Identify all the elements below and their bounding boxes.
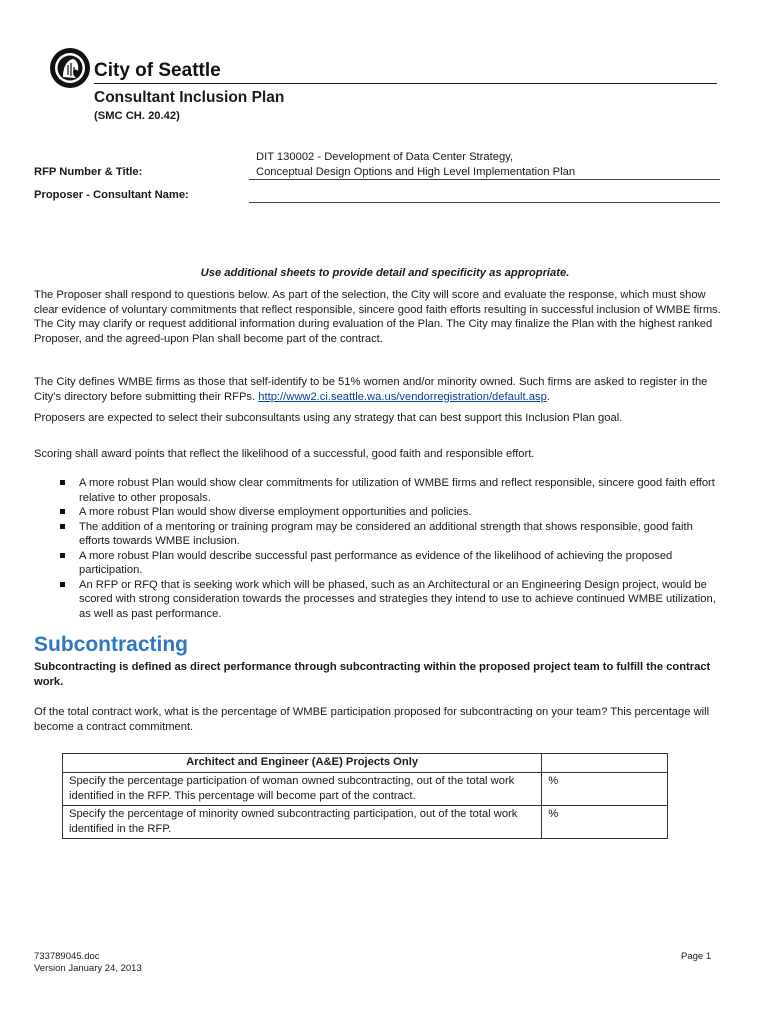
doc-filename: 733789045.doc bbox=[34, 951, 100, 962]
wmbe-definition-end: . bbox=[546, 390, 550, 403]
minority-owned-question: Specify the percentage of minority owned subcontracting participation, out of the total work identified in the RFP. bbox=[63, 806, 542, 839]
rfp-value[interactable] bbox=[256, 150, 696, 179]
table-header-empty-cell bbox=[542, 754, 668, 773]
instruction-text: Use additional sheets to provide detail and specificity as appropriate. bbox=[200, 267, 570, 279]
ae-projects-table bbox=[62, 753, 668, 839]
smc-reference: (SMC CH. 20.42) bbox=[94, 110, 180, 122]
wmbe-definition-paragraph bbox=[34, 375, 724, 404]
bullet-square-icon bbox=[60, 524, 65, 529]
footer-left bbox=[34, 951, 142, 975]
proposer-label: Proposer - Consultant Name: bbox=[34, 189, 189, 201]
title-divider bbox=[94, 83, 717, 84]
scoring-paragraph: Scoring shall award points that reflect the likelihood of a successful, good faith and responsible effort. bbox=[34, 448, 535, 460]
list-item: A more robust Plan would show clear commitments for utilization of WMBE firms and reflect responsible, sincere good faith effort relative to other proposals. bbox=[60, 476, 720, 505]
city-title: City of Seattle bbox=[94, 60, 221, 81]
woman-owned-percent-field[interactable]: % bbox=[542, 773, 668, 806]
plan-title: Consultant Inclusion Plan bbox=[94, 89, 285, 106]
list-item: An RFP or RFQ that is seeking work which will be phased, such as an Architectural or an Engineering Design project, would be scored with strong consideration towards the processes and strategies they intend to use to achieve continued WMBE utilization, as well as past performance. bbox=[60, 578, 720, 622]
table-row bbox=[63, 773, 668, 806]
intro-paragraph: The Proposer shall respond to questions below. As part of the selection, the City will score and evaluate the response, which must show clear evidence of voluntary commitments that reflect responsible, sincere good faith efforts resulting in successful inclusion of WMBE firms. The City may clarify or request additional information during evaluation of the Plan. The City may finalize the Plan with the highest ranked Proposer, and the agreed-upon Plan shall become part of the contract. bbox=[34, 289, 721, 345]
table-header: Architect and Engineer (A&E) Projects Only bbox=[63, 754, 542, 773]
subconsultant-paragraph: Proposers are expected to select their subconsultants using any strategy that can best support this Inclusion Plan goal. bbox=[34, 412, 623, 424]
proposer-name-field[interactable] bbox=[249, 202, 720, 203]
table-row bbox=[63, 806, 668, 839]
list-item: A more robust Plan would show diverse employment opportunities and policies. bbox=[60, 505, 720, 520]
rfp-value-line-1: DIT 130002 - Development of Data Center Strategy, bbox=[256, 151, 514, 163]
table-header-row bbox=[63, 754, 668, 773]
subcontracting-heading: Subcontracting bbox=[34, 633, 189, 656]
rfp-field-line bbox=[249, 179, 720, 180]
list-item: The addition of a mentoring or training program may be considered an additional strength that shows responsible, good faith efforts towards WMBE inclusion. bbox=[60, 520, 720, 549]
doc-version: Version January 24, 2013 bbox=[34, 963, 142, 974]
subcontracting-question: Of the total contract work, what is the percentage of WMBE participation proposed for subcontracting on your team? This percentage will become a contract commitment. bbox=[34, 706, 710, 733]
page-number: Page 1 bbox=[681, 951, 712, 962]
city-seal-logo bbox=[49, 47, 91, 89]
scoring-bullet-list bbox=[60, 476, 720, 621]
woman-owned-question: Specify the percentage participation of woman owned subcontracting, out of the total work identified in the RFP. This percentage will become part of the contract. bbox=[63, 773, 542, 806]
rfp-label: RFP Number & Title: bbox=[34, 166, 143, 178]
rfp-value-line-2: Conceptual Design Options and High Level Implementation Plan bbox=[256, 165, 576, 178]
vendor-registration-link[interactable]: http://www2.ci.seattle.wa.us/vendorregistration/default.asp bbox=[258, 390, 547, 403]
list-item: A more robust Plan would describe successful past performance as evidence of the likelihood of achieving the proposed participation. bbox=[60, 549, 720, 578]
bullet-square-icon bbox=[60, 582, 65, 587]
subcontracting-definition: Subcontracting is defined as direct performance through subcontracting within the proposed project team to fulfill the contract work. bbox=[34, 661, 711, 688]
bullet-square-icon bbox=[60, 553, 65, 558]
minority-owned-percent-field[interactable]: % bbox=[542, 806, 668, 839]
wmbe-definition-text: The City defines WMBE firms as those that self-identify to be 51% women and/or minority owned. Such firms are asked to register in the City’s directory before submitting their RFPs. bbox=[34, 376, 708, 403]
bullet-square-icon bbox=[60, 509, 65, 514]
bullet-square-icon bbox=[60, 480, 65, 485]
